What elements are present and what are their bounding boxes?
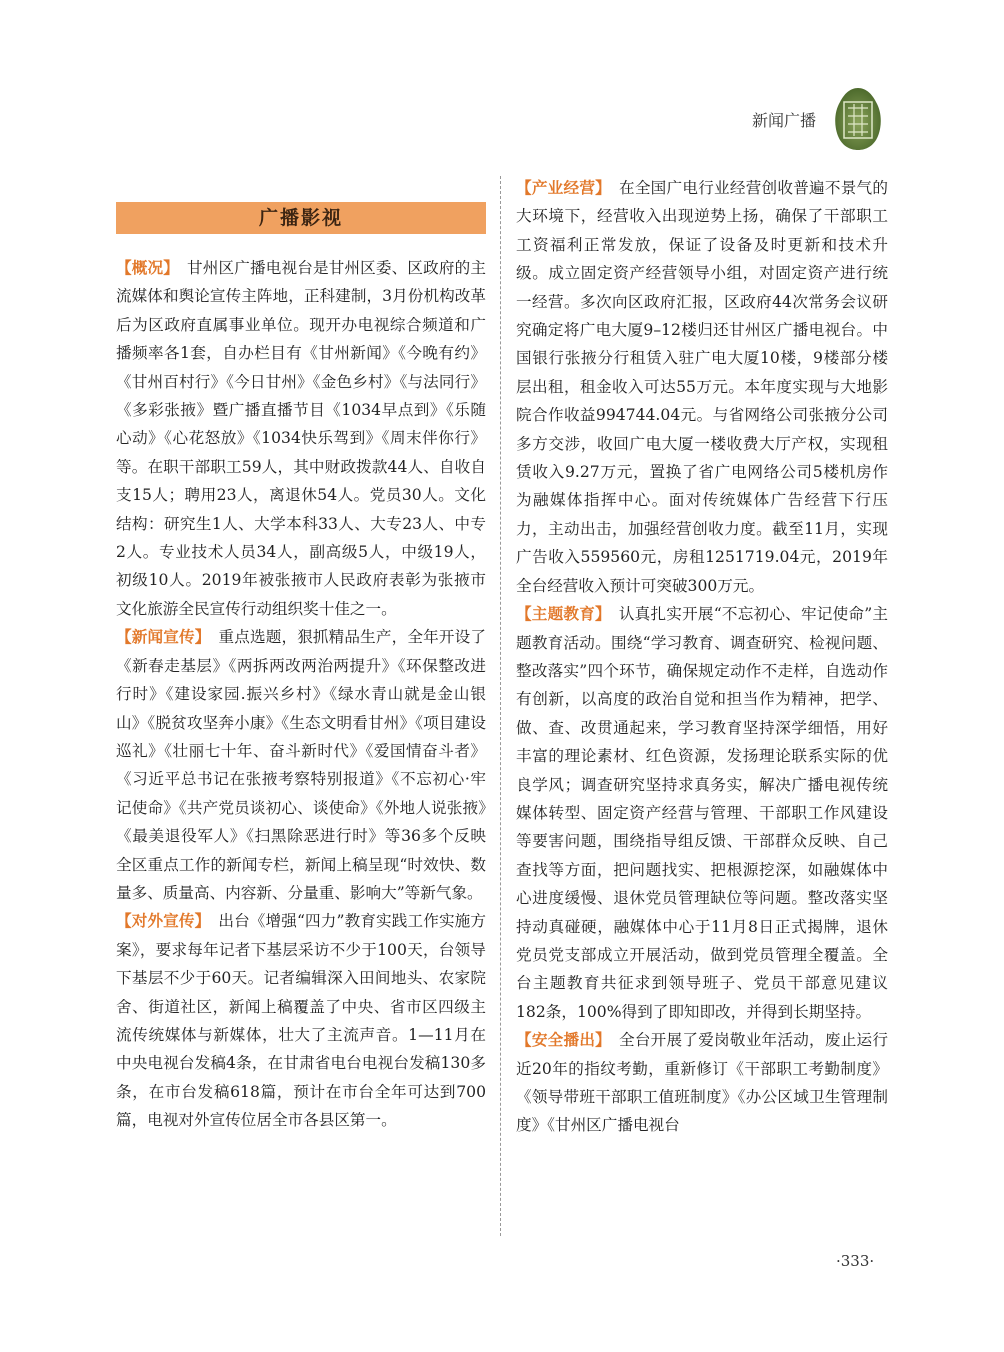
left-column bbox=[116, 172, 486, 1135]
text-safety: 全台开展了爱岗敬业年活动，废止运行近20年的指纹考勤，重新修订《干部职工考勤制度》《领导带班干部职工值班制度》《办公区域卫生管理制度》《甘州区广播电视台 bbox=[516, 1031, 888, 1135]
paragraph-overview bbox=[116, 254, 486, 623]
text-news: 重点选题，狠抓精品生产，全年开设了《新春走基层》《两拆两改两治两提升》《环保整改进行时》《建设家园.振兴乡村》《绿水青山就是金山银山》《脱贫攻坚奔小康》《生态文明看甘州》《项目建设巡礼》《壮丽七十年、奋斗新时代》《爱国情奋斗者》《习近平总书记在张掖考察特别报道》《不忘初心·牢记使命》《共产党员谈初心、谈使命》《外地人说张掖》《最美退役军人》《扫黑除恶进行时》等36多个反映全区重点工作的新闻专栏，新闻上稿呈现“时效快、数量多、质量高、内容新、分量重、影响大”等新气象。 bbox=[116, 628, 486, 902]
right-column bbox=[516, 174, 888, 1140]
text-overview: 甘州区广播电视台是甘州区委、区政府的主流媒体和舆论宣传主阵地，正科建制，3月份机构改革后为区政府直属事业单位。现开办电视综合频道和广播频率各1套，自办栏目有《甘州新闻》《今晚有约》《甘州百村行》《今日甘州》《金色乡村》《与法同行》《多彩张掖》暨广播直播节目《1034早点到》《乐随心动》《心花怒放》《1034快乐驾到》《周末伴你行》等。在职干部职工59人，其中财政拨款44人、自收自支15人；聘用23人，离退休54人。党员30人。文化结构：研究生1人、大学本科33人、大专23人、中专2人。专业技术人员34人，副高级5人，中级19人，初级10人。2019年被张掖市人民政府表彰为张掖市文化旅游全民宣传行动组织奖十佳之一。 bbox=[116, 259, 486, 618]
tag-industry: 【产业经营】 bbox=[516, 179, 612, 197]
paragraph-theme bbox=[516, 600, 888, 1026]
paragraph-external bbox=[116, 907, 486, 1134]
tag-external: 【对外宣传】 bbox=[116, 912, 211, 931]
seal-icon bbox=[832, 86, 884, 152]
paragraph-industry bbox=[516, 174, 888, 600]
header-section-label: 新闻广播 bbox=[752, 111, 817, 130]
column-divider bbox=[500, 176, 501, 1236]
tag-theme: 【主题教育】 bbox=[516, 605, 611, 624]
paragraph-news bbox=[116, 623, 486, 907]
page-number: ·333· bbox=[836, 1252, 875, 1270]
tag-safety: 【安全播出】 bbox=[516, 1031, 612, 1050]
text-industry: 在全国广电行业经营创收普遍不景气的大环境下，经营收入出现逆势上扬，确保了干部职工工资福利正常发放，保证了设备及时更新和技术升级。成立固定资产经营领导小组，对固定资产进行统一经营。多次向区政府汇报，区政府44次常务会议研究确定将广电大厦9–12楼归还甘州区广播电视台。中国银行张掖分行租赁入驻广电大厦10楼，9楼部分楼层出租，租金收入可达55万元。本年度实现与大地影院合作收益994744.04元。与省网络公司张掖分公司多方交涉，收回广电大厦一楼收费大厅产权，实现租赁收入9.27万元，置换了省广电网络公司5楼机房作为融媒体指挥中心。面对传统媒体广告经营下行压力，主动出击，加强经营创收力度。截至11月，实现广告收入559560元，房租1251719.04元，2019年全台经营收入预计可突破300万元。 bbox=[516, 179, 888, 595]
paragraph-safety bbox=[516, 1026, 888, 1140]
text-external: 出台《增强“四力”教育实践工作实施方案》，要求每年记者下基层采访不少于100天，台领导下基层不少于60天。记者编辑深入田间地头、农家院舍、街道社区，新闻上稿覆盖了中央、省市区四级主流传统媒体与新媒体，壮大了主流声音。1—11月在中央电视台发稿4条，在甘肃省电台电视台发稿130多条，在市台发稿618篇，预计在市台全年可达到700篇，电视对外宣传位居全市各县区第一。 bbox=[116, 912, 486, 1130]
text-theme: 认真扎实开展“不忘初心、牢记使命”主题教育活动。围绕“学习教育、调查研究、检视问题、整改落实”四个环节，确保规定动作不走样，自选动作有创新，以高度的政治自觉和担当作为精神，把学、做、查、改贯通起来，学习教育坚持深学细悟，用好丰富的理论素材、红色资源，发扬理论联系实际的优良学风；调查研究坚持求真务实，解决广播电视传统媒体转型、固定资产经营与管理、干部职工作风建设等要害问题，围绕指导组反馈、干部群众反映、自己查找等方面，把问题找实、把根源挖深，如融媒体中心进度缓慢、退休党员管理缺位等问题。整改落实坚持动真碰硬，融媒体中心于11月8日正式揭牌，退休党员党支部成立开展活动，做到党员管理全覆盖。全台主题教育共征求到领导班子、党员干部意见建议182条，100%得到了即知即改，并得到长期坚持。 bbox=[516, 605, 888, 1021]
tag-news: 【新闻宣传】 bbox=[116, 628, 211, 647]
article-title: 广播影视 bbox=[116, 202, 486, 234]
tag-overview: 【概况】 bbox=[116, 259, 179, 277]
